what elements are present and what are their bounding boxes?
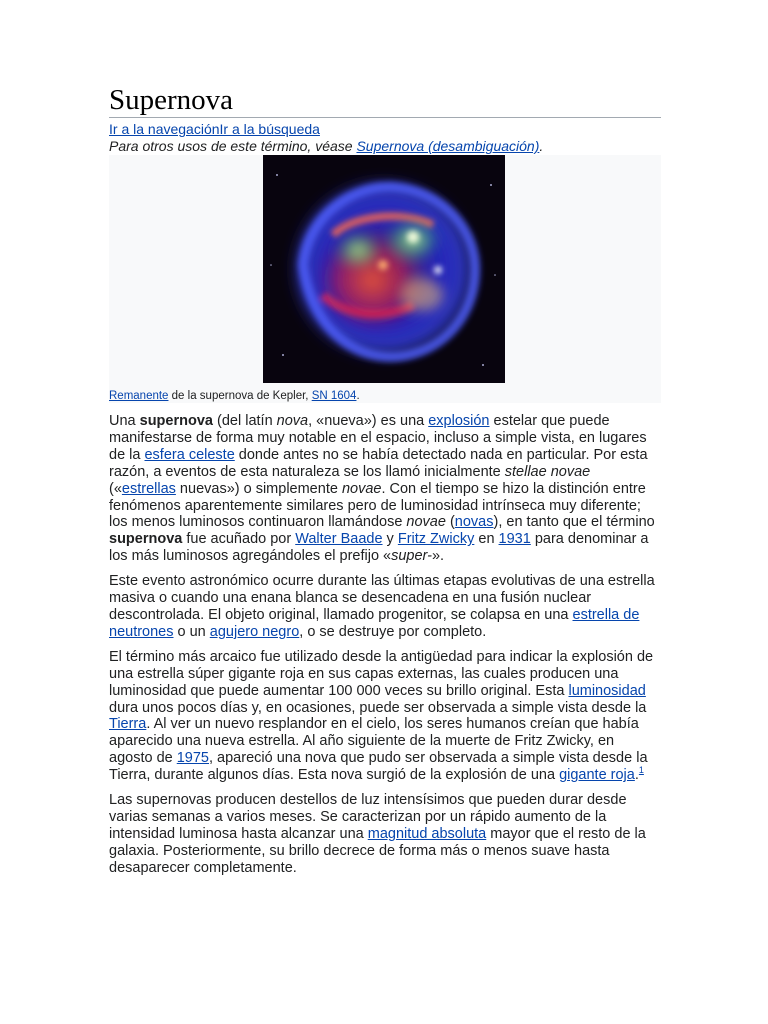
text: ), en tanto que el término [493,514,655,531]
text: . [634,767,639,784]
text: para denominar a los más luminosos agregándoles el prefijo « [109,531,649,565]
text: mayor que el resto de la galaxia. Posteriormente, su brillo decrece de forma más o menos suave hasta desaparecer completamente. [109,825,646,876]
italic-term: novae [341,480,382,497]
figure [109,155,661,403]
italic-term: super- [391,548,432,565]
text: Este evento astronómico ocurre durante las últimas etapas evolutivas de una estrella masiva o cuando una enana blanca se desencadena en una fusión nuclear descontrolada. El objeto original, llamado progenitor, se colapsa en una [109,573,655,623]
link-walter-baade[interactable]: Walter Baade [295,531,383,548]
skip-to-navigation-link[interactable]: Ir a la navegación [109,121,220,137]
bold-term: supernova [109,531,183,548]
skip-to-search-link[interactable]: Ir a la búsqueda [219,121,320,137]
text: , apareció una nova que pudo ser observada a simple vista desde la Tierra, durante algunos días. Esta nova surgió de la explosión de una [109,750,648,784]
text: (del latín [212,413,277,429]
article-body [109,413,661,877]
text: dura unos pocos días y, en ocasiones, puede ser observada a simple vista desde la [109,699,647,716]
link-gigante-roja[interactable]: gigante roja [559,767,635,784]
hatnote [109,138,661,155]
article [109,84,661,885]
link-fritz-zwicky[interactable]: Fritz Zwicky [397,531,475,548]
figure-caption [109,389,360,403]
bold-term: supernova [139,413,213,429]
hatnote-suffix: . [539,138,544,154]
text: . Con el tiempo se hizo la distinción entre fenómenos aparentemente similares pero de luminosidad intrínseca muy diferente; los menos luminosos continuaron llamándose [109,480,646,531]
text: nuevas») o simplemente [175,480,342,497]
link-magnitud-absoluta[interactable]: magnitud absoluta [367,825,487,842]
link-estrellas[interactable]: estrellas [121,480,176,497]
link-agujero-negro[interactable]: agujero negro [209,623,300,640]
text: Las supernovas producen destellos de luz intensísimos que pueden durar desde varias semanas a varios meses. Se caracterizan por un rápido aumento de la intensidad luminosa hasta alcanzar una [109,792,627,842]
paragraph-4 [109,792,661,877]
text: donde antes no se había detectado nada en particular. Por esta razón, a eventos de esta naturaleza se los llamó inicialmente [109,446,648,480]
caption-text: de la supernova de Kepler, [168,390,312,402]
text: (« [109,480,122,497]
text: fue acuñado por [182,531,296,548]
link-novas[interactable]: novas [454,514,494,531]
italic-term: novae [406,514,446,531]
italic-term: nova [276,413,309,429]
link-estrella-de-neutrones[interactable]: estrella de neutrones [109,606,640,640]
link-luminosidad[interactable]: luminosidad [568,682,646,699]
text: , «nueva») es una [308,413,429,429]
skip-links [109,121,661,138]
link-tierra[interactable]: Tierra [109,716,147,733]
link-esfera-celeste[interactable]: esfera celeste [144,446,235,463]
hatnote-text: Para otros usos de este término, véase [109,138,357,154]
paragraph-3 [109,649,661,784]
text: o un [173,623,210,640]
paragraph-1 [109,413,661,565]
text: estelar que puede manifestarse de forma muy notable en el espacio, incluso a simple vista, en lugares de la [109,413,647,463]
caption-link-sn1604[interactable]: SN 1604 [311,390,357,402]
supernova-remnant-image[interactable] [263,155,505,383]
text: y [382,531,398,548]
text: ». [431,548,445,565]
page-title: Supernova [109,84,661,118]
paragraph-2 [109,573,661,641]
text: . Al ver un nuevo resplandor en el cielo, los seres humanos creían que había aparecido una nueva estrella. Al año siguiente de la muerte de Fritz Zwicky, en agosto de [109,716,639,767]
link-1931[interactable]: 1931 [498,531,531,548]
italic-term: stellae novae [504,463,591,480]
caption-link-remanente[interactable]: Remanente [109,390,169,402]
caption-end: . [356,390,360,402]
reference-link[interactable]: 1 [638,765,644,776]
disambiguation-link[interactable]: Supernova (desambiguación) [356,138,540,154]
text: El término más arcaico fue utilizado desde la antigüedad para indicar la explosión de una estrella súper gigante roja en sus capas externas, las cuales producen una luminosidad que puede aumentar 100 000 veces su brillo original. Esta [109,648,654,699]
text: Una [109,413,140,429]
link-1975[interactable]: 1975 [176,750,209,767]
link-explosion[interactable]: explosión [428,413,490,429]
text: , o se destruye por completo. [299,623,487,640]
text: ( [445,514,455,531]
text: en [474,531,499,548]
